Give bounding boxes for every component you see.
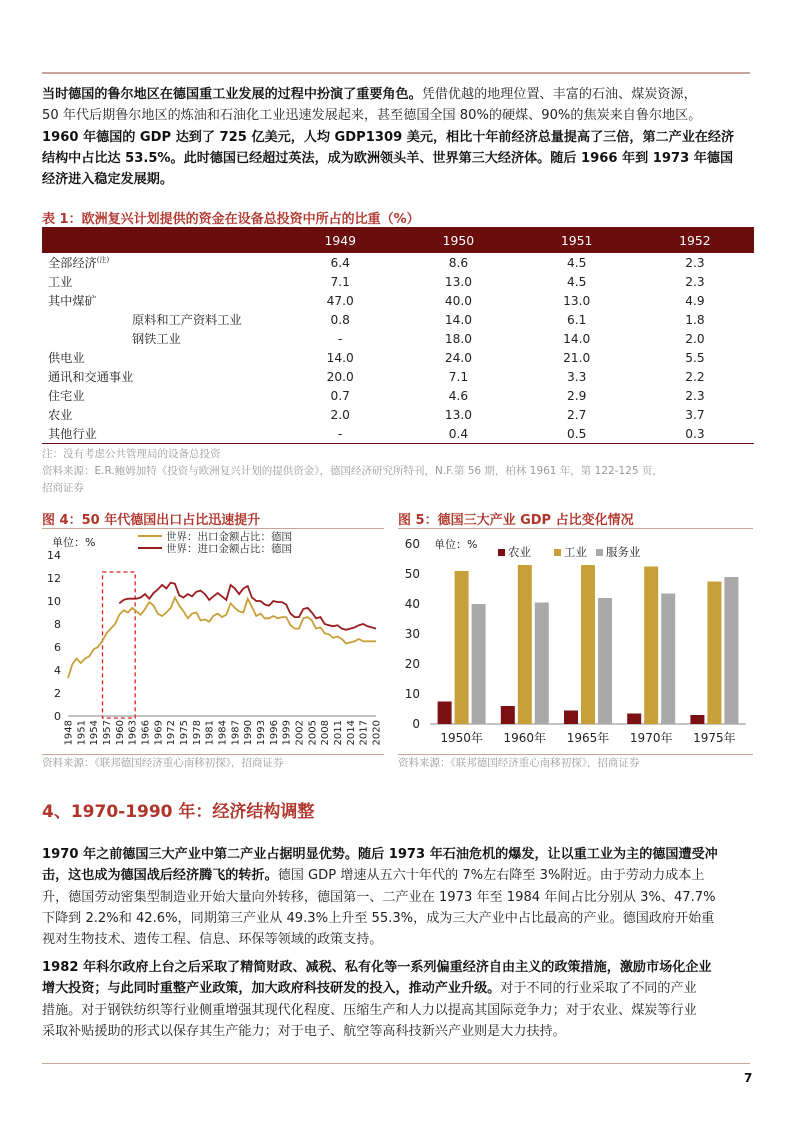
fig5-caption: 图 5：德国三大产业 GDP 占比变化情况 [398, 513, 634, 528]
intro-line [42, 169, 754, 190]
section4-paragraph-1 [42, 844, 754, 950]
table-cell: 2.9 [566, 388, 587, 403]
section4-p2-line [42, 1021, 754, 1042]
table-cell: 2.7 [566, 407, 587, 422]
legend-label: 农业 [508, 545, 531, 559]
y-tick-label: 6 [54, 641, 61, 654]
section4-p1-line [42, 929, 754, 950]
x-tick-label: 1960 [114, 720, 126, 746]
table-cell: 14.0 [326, 350, 354, 365]
header-cell-year: 1951 [518, 227, 636, 253]
table-cell: 24.0 [444, 350, 472, 365]
fig5-bar-chart [392, 530, 754, 756]
bold-text: 结构中占比达 53.5%。此时德国已经超过英法，成为欧洲领头羊、世界第三大经济体。随后 1966 年到 1973 年德国 [42, 150, 734, 166]
x-tick-label: 1987 [230, 720, 242, 746]
x-tick-label: 1975年 [693, 731, 736, 745]
import-share-line [119, 583, 376, 630]
table-row [42, 424, 754, 444]
intro-line [42, 105, 754, 126]
bold-text: 1960 年德国的 GDP 达到了 725 亿美元，人均 GDP1309 美元，相比十年前经济总量提高了三倍，第二产业在经济 [42, 129, 735, 145]
footnote-marker: (注) [96, 255, 110, 264]
section4-p1-line [42, 887, 754, 908]
y-tick-label: 50 [404, 567, 420, 581]
header-cell-year: 1952 [636, 227, 754, 253]
table-investment-share [42, 227, 754, 444]
text: 德国 GDP 增速从五六十年代的 7%左右降至 3%附近。由于劳动力成本上 [277, 868, 705, 884]
row-label: 原料和工产资料工业 [132, 313, 242, 327]
x-tick-label: 1981 [204, 720, 216, 746]
table-cell: 14.0 [444, 312, 472, 327]
page-number: 7 [744, 1071, 753, 1085]
bar-industry [581, 565, 595, 724]
x-tick-label: 1960年 [503, 731, 547, 745]
table1-source-cont: 招商证券 [42, 482, 84, 494]
table-cell: 5.5 [685, 350, 705, 365]
table-row [42, 310, 754, 329]
fig4-caption: 图 4：50 年代德国出口占比迅速提升 [42, 513, 261, 528]
x-tick-label: 1963 [127, 720, 139, 746]
export-share-line [68, 598, 376, 679]
table-cell: 13.0 [563, 293, 591, 308]
x-tick-label: 2014 [345, 720, 357, 746]
section4-p1-line [42, 844, 754, 865]
table-cell: 0.8 [330, 312, 350, 327]
table-cell: 4.9 [685, 293, 705, 308]
x-tick-label: 2002 [294, 720, 306, 746]
header-cell-year: 1949 [281, 227, 399, 253]
y-tick-label: 0 [412, 717, 420, 731]
text: 凭借优越的地理位置、丰富的石油、煤炭资源， [421, 87, 697, 102]
table1-source: 资料来源：E.R.鲍姆加特《投资与欧洲复兴计划的提供资金》，德国经济研究所特刊，N.F.第 56 期，柏林 1961 年，第 122-125 页， [42, 465, 663, 477]
x-tick-label: 1996 [268, 720, 280, 746]
table1-caption: 表 1：欧洲复兴计划提供的资金在设备总投资中所占的比重（%） [42, 212, 420, 227]
table-row [42, 405, 754, 424]
x-tick-label: 1984 [217, 720, 229, 746]
fig4-source: 资料来源：《联邦德国经济重心南移初探》，招商证券 [42, 757, 284, 769]
table-row [42, 291, 754, 310]
y-tick-label: 30 [404, 627, 420, 641]
intro-line [42, 148, 754, 169]
bar-agriculture [564, 711, 578, 725]
y-tick-label: 10 [47, 595, 61, 608]
x-tick-label: 2005 [307, 720, 319, 746]
bold-text: 1982 年科尔政府上台之后采取了精简财政、减税、私有化等一系列偏重经济自由主义的政策措施，激励市场化企业 [42, 960, 712, 975]
table-cell: 18.0 [444, 331, 472, 346]
row-label: 工业 [48, 275, 73, 289]
table-cell: 13.0 [444, 274, 472, 289]
bold-text: 当时德国的鲁尔地区在德国重工业发展的过程中扮演了重要角色。 [42, 87, 422, 102]
x-tick-label: 2020 [371, 720, 383, 746]
bar-industry [455, 571, 469, 724]
table-cell: 3.3 [566, 369, 587, 384]
table-cell: 6.1 [566, 312, 587, 327]
y-tick-label: 12 [47, 572, 61, 585]
table-cell: 0.3 [636, 424, 754, 444]
table-cell: 0.5 [518, 424, 636, 444]
legend-label: 工业 [564, 545, 587, 559]
bar-agriculture [438, 702, 452, 725]
table-cell: 2.3 [685, 274, 705, 289]
x-tick-label: 1970年 [629, 731, 673, 745]
row-label: 通讯和交通事业 [48, 370, 134, 384]
row-label: 农业 [48, 408, 73, 422]
y-tick-label: 14 [47, 549, 61, 562]
y-tick-label: 2 [54, 687, 61, 700]
x-tick-label: 1954 [89, 720, 101, 746]
table-cell: - [338, 331, 343, 346]
text: 视对生物技术、遗传工程、信息、环保等领域的政策支持。 [42, 932, 383, 948]
section4-p1-line [42, 865, 754, 886]
table-row [42, 253, 754, 272]
fig5-source: 资料来源：《联邦德国经济重心南移初探》，招商证券 [398, 757, 640, 769]
header-cell-label [42, 227, 281, 253]
fig5-bottom-rule [398, 754, 753, 755]
table-cell: 4.5 [566, 274, 587, 289]
x-tick-label: 1972 [166, 720, 178, 746]
footer-rule [42, 1063, 750, 1064]
legend-swatch [498, 549, 505, 556]
intro-line [42, 127, 754, 148]
fig5-caption-rule [398, 528, 753, 529]
header-rule [42, 72, 750, 74]
table-cell: 14.0 [563, 331, 591, 346]
bold-text: 击，这也成为德国战后经济腾飞的转折。 [42, 868, 278, 884]
table-row [42, 329, 754, 348]
bar-services [724, 577, 738, 724]
x-tick-label: 2008 [320, 720, 332, 746]
x-tick-label: 2017 [358, 720, 370, 746]
y-tick-label: 4 [54, 664, 61, 677]
fig4-caption-rule [42, 528, 384, 529]
table-cell: 47.0 [326, 293, 354, 308]
bar-industry [644, 567, 658, 725]
table-cell: 8.6 [448, 255, 469, 270]
y-tick-label: 40 [404, 597, 420, 611]
table-row [42, 272, 754, 291]
table-cell: 21.0 [563, 350, 591, 365]
y-tick-label: 60 [404, 537, 420, 551]
section4-paragraph-2 [42, 957, 754, 1042]
table-cell: 2.3 [685, 255, 705, 270]
highlight-box [103, 572, 136, 718]
x-tick-label: 2011 [333, 720, 344, 746]
bar-agriculture [627, 714, 641, 725]
fig4-line-chart [34, 530, 384, 756]
y-tick-label: 20 [404, 657, 420, 671]
x-tick-label: 1966 [140, 720, 152, 746]
bar-services [661, 594, 675, 725]
legend-swatch [554, 549, 561, 556]
section-title: 4、1970-1990 年：经济结构调整 [42, 802, 315, 822]
table-cell: 6.4 [330, 255, 350, 270]
text: 措施。对于钢铁纺织等行业侧重增强其现代化程度、压缩生产和人力以提高其国际竞争力；对于农业、煤炭等行业 [42, 1002, 697, 1018]
x-tick-label: 1950年 [440, 731, 483, 745]
x-tick-label: 1993 [256, 720, 267, 746]
text: 采取补贴援助的形式以保存其生产能力；对于电子、航空等高科技新兴产业则是大力扶持。 [42, 1023, 566, 1039]
row-label: 供电业 [48, 351, 85, 365]
bar-services [535, 603, 549, 725]
table-cell: 20.0 [326, 369, 354, 384]
text: 50 年代后期鲁尔地区的炼油和石油化工业迅速发展起来，甚至德国全国 80%的硬煤、90%的焦炭来自鲁尔地区。 [42, 108, 702, 124]
table1-note: 注：没有考虑公共管理局的设备总投资 [42, 448, 221, 460]
table-cell: 2.0 [330, 407, 350, 422]
table-cell: 7.1 [330, 274, 350, 289]
bar-agriculture [690, 715, 704, 724]
x-tick-label: 1965年 [566, 731, 610, 745]
table-cell: 40.0 [444, 293, 472, 308]
section4-p2-line [42, 1000, 754, 1021]
bold-text: 1970 年之前德国三大产业中第二产业占据明显优势。随后 1973 年石油危机的爆发，让以重工业为主的德国遭受冲 [42, 847, 718, 862]
table-cell: 7.1 [448, 369, 469, 384]
bar-agriculture [501, 706, 515, 724]
legend-label: 服务业 [606, 545, 641, 559]
x-tick-label: 1999 [281, 720, 293, 746]
unit-label: 单位：% [52, 536, 96, 549]
row-label: 其中煤矿 [48, 294, 97, 308]
x-tick-label: 1948 [63, 720, 75, 746]
legend-label: 世界：进口金额占比：德国 [166, 543, 292, 555]
table-cell: 4.6 [448, 388, 469, 403]
table-cell: 3.7 [685, 407, 705, 422]
row-label: 钢铁工业 [132, 332, 181, 346]
y-tick-label: 8 [54, 618, 61, 631]
x-tick-label: 1969 [153, 720, 165, 746]
table-cell: 4.5 [566, 255, 587, 270]
section4-p1-line [42, 908, 754, 929]
bar-industry [707, 582, 721, 725]
x-tick-label: 1975 [179, 720, 190, 746]
table-cell: 2.3 [685, 388, 705, 403]
bar-industry [518, 565, 532, 724]
x-tick-label: 1990 [243, 720, 255, 746]
section4-p2-line [42, 957, 754, 978]
table-row [42, 367, 754, 386]
bold-text: 经济进入稳定发展期。 [42, 172, 173, 188]
row-label: 住宅业 [48, 389, 85, 403]
table-header-row [42, 227, 754, 253]
fig4-bottom-rule [42, 754, 384, 755]
bar-services [472, 604, 486, 724]
table-cell: 2.2 [685, 369, 705, 384]
table-row [42, 348, 754, 367]
legend-label: 世界：出口金额占比：德国 [166, 531, 292, 543]
row-label: 全部经济$^{(注)}$ [48, 255, 110, 270]
intro-paragraph [42, 84, 754, 190]
table-cell: 0.4 [399, 424, 517, 444]
table-cell: 1.8 [685, 312, 705, 327]
row-label: 其他行业 [42, 424, 281, 444]
table-cell: 0.7 [330, 388, 350, 403]
x-tick-label: 1978 [191, 720, 203, 746]
x-tick-label: 1951 [76, 720, 88, 746]
intro-line [42, 84, 754, 105]
bold-text: 增大投资；与此同时重整产业政策，加大政府科技研发的投入，推动产业升级。 [42, 981, 501, 997]
x-tick-label: 1957 [102, 720, 113, 746]
table-cell: - [281, 424, 399, 444]
table-row [42, 386, 754, 405]
unit-label: 单位：% [434, 538, 478, 551]
header-cell-year: 1950 [399, 227, 517, 253]
bar-services [598, 598, 612, 724]
legend-swatch [596, 549, 603, 556]
text: 升，德国劳动密集型制造业开始大量向外转移，德国第一、二产业在 1973 年至 1984 年间占比分别从 3%、47.7% [42, 889, 716, 905]
table-cell: 13.0 [444, 407, 472, 422]
y-tick-label: 0 [54, 710, 61, 723]
section4-p2-line [42, 978, 754, 999]
table-cell: 2.0 [685, 331, 705, 346]
y-tick-label: 10 [404, 687, 420, 701]
text: 对于不同的行业采取了不同的产业 [500, 981, 697, 997]
text: 下降到 2.2%和 42.6%，同期第三产业从 49.3%上升至 55.3%，成为三大产业中占比最高的产业。德国政府开始重 [42, 910, 715, 926]
